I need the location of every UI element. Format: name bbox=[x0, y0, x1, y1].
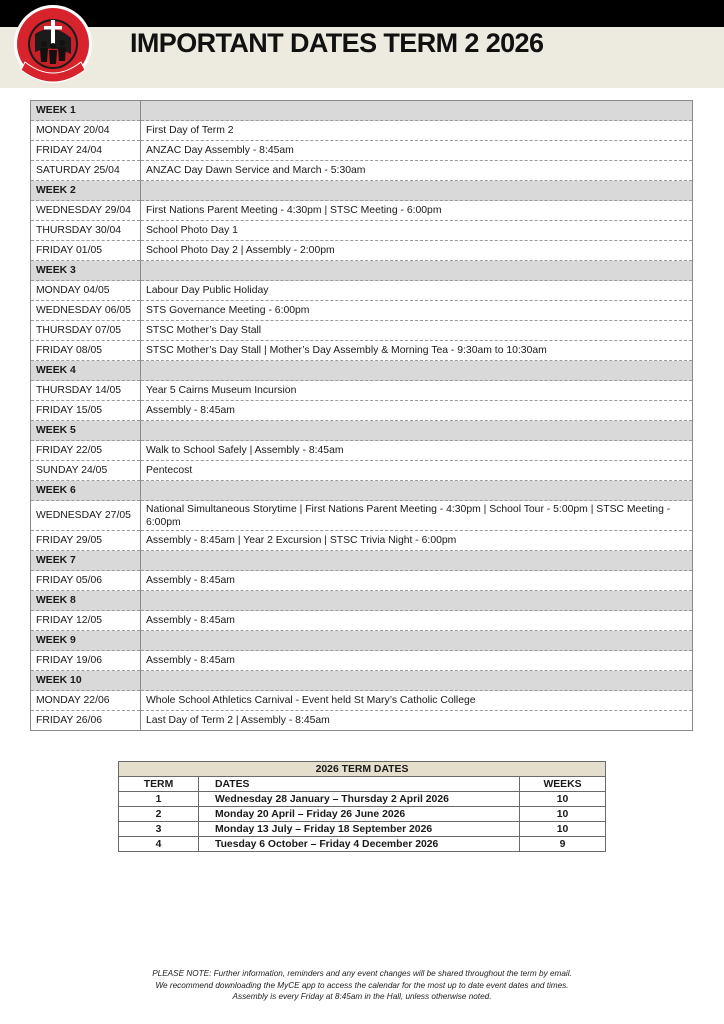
top-black-bar bbox=[0, 0, 724, 27]
week-spacer bbox=[141, 591, 693, 611]
event-description: School Photo Day 1 bbox=[141, 221, 693, 241]
event-description: STSC Mother’s Day Stall | Mother’s Day Assembly & Morning Tea - 9:30am to 10:30am bbox=[141, 341, 693, 361]
event-row bbox=[31, 221, 693, 241]
events-table bbox=[30, 100, 693, 731]
week-spacer bbox=[141, 261, 693, 281]
week-spacer bbox=[141, 481, 693, 501]
week-row bbox=[31, 551, 693, 571]
week-spacer bbox=[141, 361, 693, 381]
week-row bbox=[31, 181, 693, 201]
event-row bbox=[31, 341, 693, 361]
event-description: Labour Day Public Holiday bbox=[141, 281, 693, 301]
event-row bbox=[31, 121, 693, 141]
week-label: WEEK 6 bbox=[31, 481, 141, 501]
event-day: FRIDAY 22/05 bbox=[31, 441, 141, 461]
term-number: 4 bbox=[119, 837, 199, 852]
event-description: STS Governance Meeting - 6:00pm bbox=[141, 301, 693, 321]
event-day: FRIDAY 12/05 bbox=[31, 611, 141, 631]
footnote bbox=[0, 968, 724, 1003]
event-day: WEDNESDAY 29/04 bbox=[31, 201, 141, 221]
event-row bbox=[31, 321, 693, 341]
week-label: WEEK 3 bbox=[31, 261, 141, 281]
event-day: FRIDAY 26/06 bbox=[31, 711, 141, 731]
event-row bbox=[31, 611, 693, 631]
event-row bbox=[31, 441, 693, 461]
term-row bbox=[119, 822, 606, 837]
week-row bbox=[31, 261, 693, 281]
school-crest-icon bbox=[13, 4, 93, 84]
event-day: MONDAY 20/04 bbox=[31, 121, 141, 141]
week-label: WEEK 7 bbox=[31, 551, 141, 571]
event-day: FRIDAY 08/05 bbox=[31, 341, 141, 361]
event-row bbox=[31, 501, 693, 531]
dates-header: DATES bbox=[199, 777, 520, 792]
event-row bbox=[31, 531, 693, 551]
event-day: SATURDAY 25/04 bbox=[31, 161, 141, 181]
event-row bbox=[31, 571, 693, 591]
event-day: THURSDAY 14/05 bbox=[31, 381, 141, 401]
week-spacer bbox=[141, 421, 693, 441]
week-label: WEEK 5 bbox=[31, 421, 141, 441]
event-description: Whole School Athletics Carnival - Event held St Mary’s Catholic College bbox=[141, 691, 693, 711]
week-row bbox=[31, 631, 693, 651]
term-header: TERM bbox=[119, 777, 199, 792]
event-row bbox=[31, 461, 693, 481]
event-description: First Nations Parent Meeting - 4:30pm | STSC Meeting - 6:00pm bbox=[141, 201, 693, 221]
event-row bbox=[31, 241, 693, 261]
week-spacer bbox=[141, 181, 693, 201]
term-number: 2 bbox=[119, 807, 199, 822]
week-row bbox=[31, 361, 693, 381]
event-description: Year 5 Cairns Museum Incursion bbox=[141, 381, 693, 401]
term-date-range: Monday 13 July – Friday 18 September 2026 bbox=[199, 822, 520, 837]
term-number: 3 bbox=[119, 822, 199, 837]
event-description: Walk to School Safely | Assembly - 8:45am bbox=[141, 441, 693, 461]
event-row bbox=[31, 651, 693, 671]
week-spacer bbox=[141, 551, 693, 571]
term-dates-header-row bbox=[119, 777, 606, 792]
event-day: FRIDAY 24/04 bbox=[31, 141, 141, 161]
event-day: FRIDAY 19/06 bbox=[31, 651, 141, 671]
term-weeks: 10 bbox=[519, 822, 605, 837]
week-row bbox=[31, 421, 693, 441]
term-weeks: 9 bbox=[519, 837, 605, 852]
event-row bbox=[31, 691, 693, 711]
week-row bbox=[31, 591, 693, 611]
event-day: THURSDAY 30/04 bbox=[31, 221, 141, 241]
event-day: THURSDAY 07/05 bbox=[31, 321, 141, 341]
event-day: MONDAY 04/05 bbox=[31, 281, 141, 301]
term-dates-table bbox=[118, 761, 606, 852]
event-row bbox=[31, 381, 693, 401]
term-date-range: Tuesday 6 October – Friday 4 December 2026 bbox=[199, 837, 520, 852]
week-label: WEEK 8 bbox=[31, 591, 141, 611]
page-title: IMPORTANT DATES TERM 2 2026 bbox=[130, 28, 544, 58]
event-day: FRIDAY 05/06 bbox=[31, 571, 141, 591]
footnote-line: Assembly is every Friday at 8:45am in the Hall, unless otherwise noted. bbox=[232, 992, 492, 1001]
term-row bbox=[119, 792, 606, 807]
week-row bbox=[31, 101, 693, 121]
week-label: WEEK 4 bbox=[31, 361, 141, 381]
event-row bbox=[31, 141, 693, 161]
event-description: STSC Mother’s Day Stall bbox=[141, 321, 693, 341]
week-spacer bbox=[141, 631, 693, 651]
event-description: Last Day of Term 2 | Assembly - 8:45am bbox=[141, 711, 693, 731]
term-row bbox=[119, 837, 606, 852]
event-description: National Simultaneous Storytime | First Nations Parent Meeting - 4:30pm | School Tour - 5:00pm | STSC Meeting - 6:00pm bbox=[141, 501, 693, 531]
event-day: MONDAY 22/06 bbox=[31, 691, 141, 711]
term-row bbox=[119, 807, 606, 822]
week-row bbox=[31, 671, 693, 691]
event-description: School Photo Day 2 | Assembly - 2:00pm bbox=[141, 241, 693, 261]
event-day: WEDNESDAY 27/05 bbox=[31, 501, 141, 531]
term-number: 1 bbox=[119, 792, 199, 807]
week-spacer bbox=[141, 101, 693, 121]
event-day: WEDNESDAY 06/05 bbox=[31, 301, 141, 321]
term-date-range: Wednesday 28 January – Thursday 2 April 2026 bbox=[199, 792, 520, 807]
term-weeks: 10 bbox=[519, 792, 605, 807]
term-dates-title: 2026 TERM DATES bbox=[119, 762, 606, 777]
event-description: Assembly - 8:45am bbox=[141, 401, 693, 421]
weeks-header: WEEKS bbox=[519, 777, 605, 792]
event-day: SUNDAY 24/05 bbox=[31, 461, 141, 481]
footnote-line: We recommend downloading the MyCE app to access the calendar for the most up to date event dates and times. bbox=[155, 980, 569, 990]
week-spacer bbox=[141, 671, 693, 691]
event-row bbox=[31, 301, 693, 321]
event-description: Assembly - 8:45am | Year 2 Excursion | STSC Trivia Night - 6:00pm bbox=[141, 531, 693, 551]
event-description: Assembly - 8:45am bbox=[141, 611, 693, 631]
event-row bbox=[31, 201, 693, 221]
week-label: WEEK 10 bbox=[31, 671, 141, 691]
term-weeks: 10 bbox=[519, 807, 605, 822]
event-day: FRIDAY 15/05 bbox=[31, 401, 141, 421]
week-label: WEEK 9 bbox=[31, 631, 141, 651]
term-date-range: Monday 20 April – Friday 26 June 2026 bbox=[199, 807, 520, 822]
event-description: ANZAC Day Dawn Service and March - 5:30am bbox=[141, 161, 693, 181]
event-description: First Day of Term 2 bbox=[141, 121, 693, 141]
event-description: Assembly - 8:45am bbox=[141, 651, 693, 671]
event-day: FRIDAY 01/05 bbox=[31, 241, 141, 261]
event-description: Pentecost bbox=[141, 461, 693, 481]
term-dates-title-row bbox=[119, 762, 606, 777]
event-row bbox=[31, 401, 693, 421]
event-row bbox=[31, 281, 693, 301]
footnote-line: PLEASE NOTE: Further information, reminders and any event changes will be shared throughout the term by email. bbox=[152, 969, 572, 978]
week-label: WEEK 1 bbox=[31, 101, 141, 121]
event-row bbox=[31, 711, 693, 731]
week-row bbox=[31, 481, 693, 501]
event-day: FRIDAY 29/05 bbox=[31, 531, 141, 551]
event-description: ANZAC Day Assembly - 8:45am bbox=[141, 141, 693, 161]
week-label: WEEK 2 bbox=[31, 181, 141, 201]
event-description: Assembly - 8:45am bbox=[141, 571, 693, 591]
event-row bbox=[31, 161, 693, 181]
